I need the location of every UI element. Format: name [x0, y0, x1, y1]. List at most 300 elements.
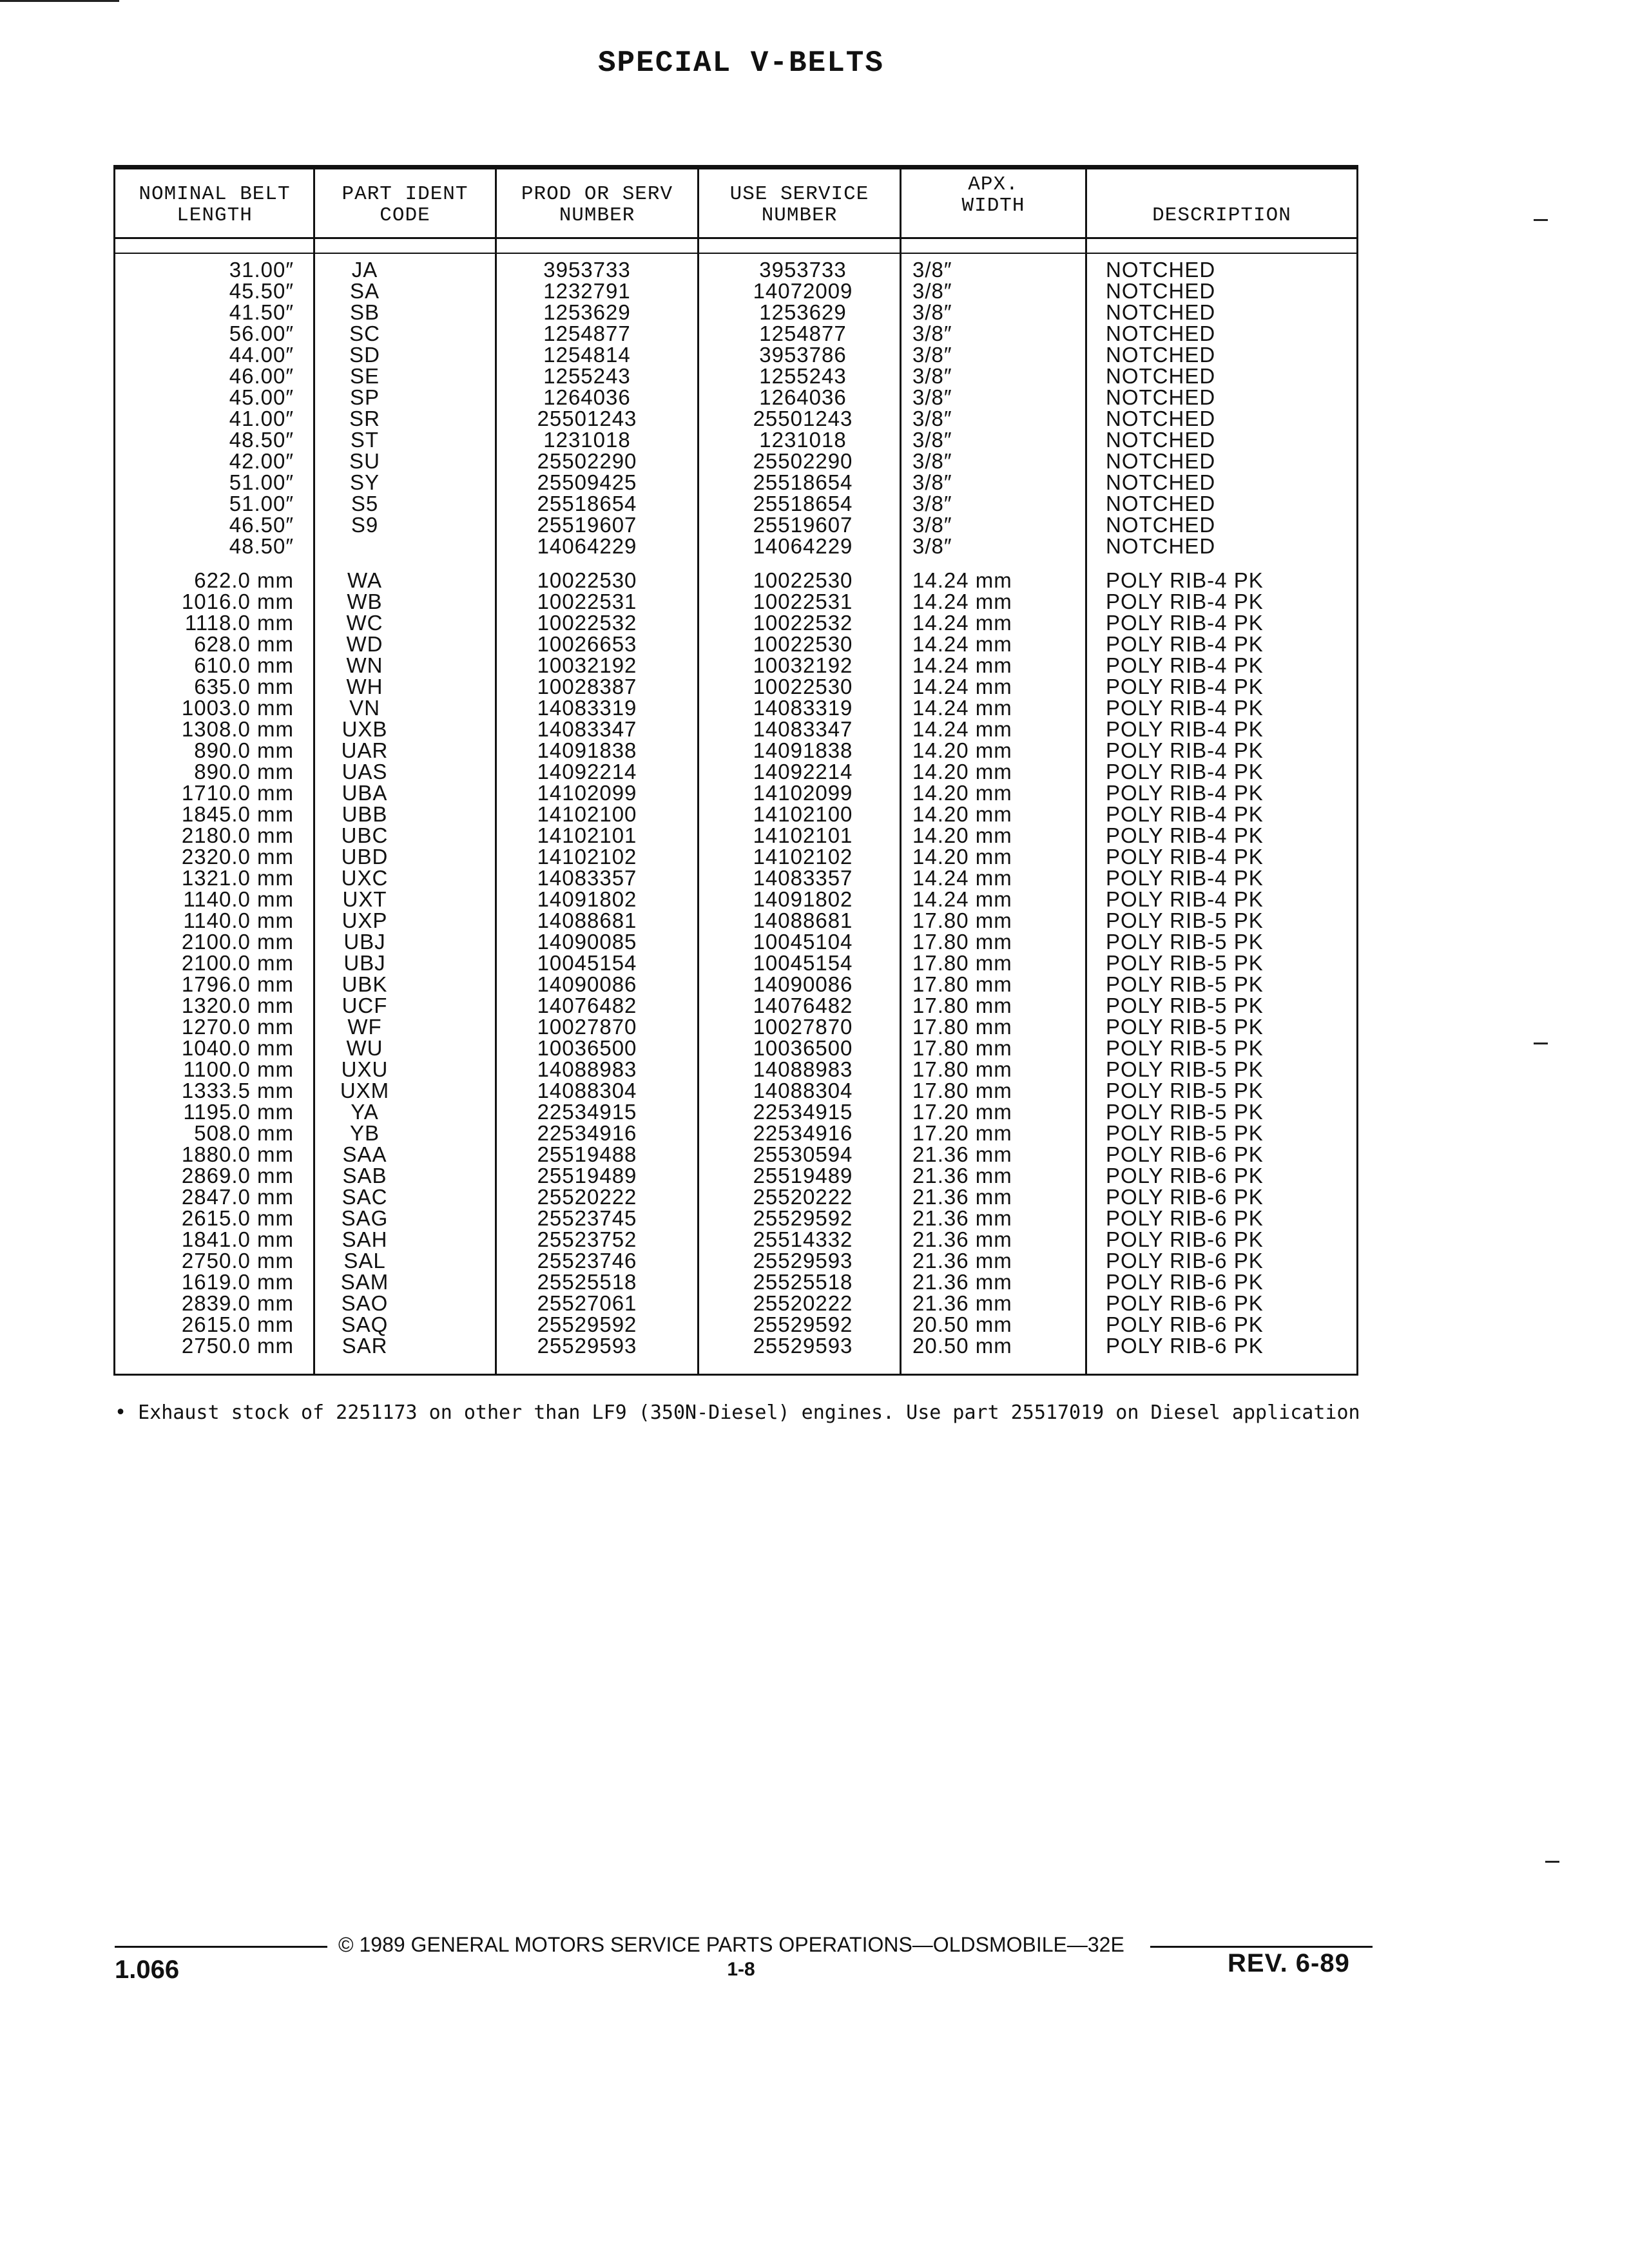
- cell-len: 1140.0 mm: [183, 908, 294, 932]
- header-code: PART IDENT CODE: [342, 183, 468, 227]
- cell-width: 14.20 mm: [912, 760, 1012, 783]
- cell-use: 1264036: [759, 385, 847, 409]
- cell-use: 25525518: [753, 1270, 853, 1294]
- cell-code: UBC: [341, 823, 389, 847]
- cell-prod: 25529593: [537, 1334, 637, 1358]
- cell-len: 1140.0 mm: [183, 887, 294, 911]
- cell-desc: POLY RIB-4 PK: [1106, 632, 1264, 656]
- header-rule-2: [113, 253, 1358, 254]
- cell-prod: 14102101: [537, 823, 637, 847]
- cell-desc: POLY RIB-5 PK: [1106, 1057, 1264, 1081]
- cell-width: 3/8″: [912, 428, 952, 452]
- cell-use: 14102102: [753, 845, 853, 869]
- table-row: [113, 1250, 1358, 1271]
- cell-width: 14.24 mm: [912, 866, 1012, 890]
- cell-use: 25519607: [753, 513, 853, 537]
- cell-prod: 25519489: [537, 1164, 637, 1187]
- cell-width: 14.24 mm: [912, 675, 1012, 698]
- margin-mark: [1545, 1861, 1559, 1863]
- cell-code: YB: [349, 1121, 380, 1145]
- cell-prod: 14064229: [537, 534, 637, 558]
- table-row: [113, 1016, 1358, 1037]
- cell-width: 3/8″: [912, 470, 952, 494]
- cell-code: UXC: [341, 866, 389, 890]
- cell-desc: POLY RIB-5 PK: [1106, 1015, 1264, 1039]
- cell-len: 1118.0 mm: [184, 611, 294, 635]
- cell-use: 14092214: [753, 760, 853, 783]
- cell-prod: 25501243: [537, 407, 637, 430]
- cell-code: UXT: [342, 887, 387, 911]
- cell-code: WH: [346, 675, 383, 698]
- table-row: [113, 803, 1358, 825]
- cell-use: 25518654: [753, 470, 853, 494]
- cell-code: UBD: [341, 845, 389, 869]
- cell-len: 1003.0 mm: [181, 696, 294, 720]
- cell-len: 1321.0 mm: [181, 866, 294, 890]
- table-row: [113, 1335, 1358, 1356]
- cell-code: UBK: [342, 972, 388, 996]
- cell-use: 10022531: [753, 590, 853, 613]
- cell-len: 2750.0 mm: [181, 1334, 294, 1358]
- cell-width: 17.80 mm: [912, 1079, 1012, 1102]
- cell-code: SE: [349, 364, 380, 388]
- cell-desc: POLY RIB-6 PK: [1106, 1334, 1264, 1358]
- cell-width: 14.20 mm: [912, 802, 1012, 826]
- top-rule: [0, 0, 119, 2]
- footer-rule-left: [115, 1946, 327, 1948]
- cell-prod: 1232791: [543, 279, 631, 303]
- cell-desc: POLY RIB-6 PK: [1106, 1206, 1264, 1230]
- cell-width: 20.50 mm: [912, 1334, 1012, 1358]
- cell-prod: 14076482: [537, 994, 637, 1017]
- table-row: [113, 1229, 1358, 1250]
- cell-desc: NOTCHED: [1106, 300, 1216, 324]
- cell-use: 3953733: [759, 258, 847, 282]
- cell-width: 14.24 mm: [912, 590, 1012, 613]
- cell-code: SAG: [341, 1206, 389, 1230]
- cell-prod: 14092214: [537, 760, 637, 783]
- cell-width: 14.24 mm: [912, 653, 1012, 677]
- cell-len: 1016.0 mm: [181, 590, 294, 613]
- cell-len: 41.00″: [229, 407, 294, 430]
- header-prod: PROD OR SERV NUMBER: [521, 183, 673, 227]
- cell-use: 25502290: [753, 449, 853, 473]
- cell-code: UXP: [342, 908, 388, 932]
- cell-prod: 10022530: [537, 568, 637, 592]
- cell-len: 2615.0 mm: [181, 1206, 294, 1230]
- cell-code: UBB: [342, 802, 388, 826]
- table-row: [113, 1271, 1358, 1293]
- cell-code: UBJ: [343, 951, 386, 975]
- cell-len: 48.50″: [229, 428, 294, 452]
- cell-use: 10032192: [753, 653, 853, 677]
- cell-len: 48.50″: [229, 534, 294, 558]
- cell-len: 1880.0 mm: [181, 1142, 294, 1166]
- table-row: [113, 655, 1358, 676]
- table-row: [113, 323, 1358, 344]
- cell-code: UAR: [341, 738, 389, 762]
- cell-prod: 10036500: [537, 1036, 637, 1060]
- cell-width: 17.80 mm: [912, 1015, 1012, 1039]
- cell-use: 14083319: [753, 696, 853, 720]
- cell-desc: POLY RIB-5 PK: [1106, 972, 1264, 996]
- copyright-notice: © 1989 GENERAL MOTORS SERVICE PARTS OPERATIONS—OLDSMOBILE—32E: [338, 1933, 1124, 1956]
- cell-code: UXU: [341, 1057, 389, 1081]
- header-width: APX. WIDTH: [961, 173, 1025, 217]
- cell-len: 1040.0 mm: [181, 1036, 294, 1060]
- cell-desc: NOTCHED: [1106, 428, 1216, 452]
- cell-width: 3/8″: [912, 449, 952, 473]
- table-row: [113, 910, 1358, 931]
- cell-code: UBA: [342, 781, 388, 805]
- cell-desc: NOTCHED: [1106, 407, 1216, 430]
- cell-use: 14102099: [753, 781, 853, 805]
- cell-prod: 10026653: [537, 632, 637, 656]
- cell-code: WD: [346, 632, 383, 656]
- cell-prod: 14083357: [537, 866, 637, 890]
- cell-desc: NOTCHED: [1106, 513, 1216, 537]
- cell-prod: 14091838: [537, 738, 637, 762]
- table-row: [113, 1059, 1358, 1080]
- cell-width: 3/8″: [912, 364, 952, 388]
- table-row: [113, 867, 1358, 889]
- table-row: [113, 1080, 1358, 1101]
- cell-desc: NOTCHED: [1106, 470, 1216, 494]
- cell-width: 3/8″: [912, 258, 952, 282]
- cell-len: 51.00″: [229, 470, 294, 494]
- cell-use: 25501243: [753, 407, 853, 430]
- cell-len: 2100.0 mm: [181, 951, 294, 975]
- cell-len: 2320.0 mm: [181, 845, 294, 869]
- cell-desc: NOTCHED: [1106, 258, 1216, 282]
- cell-prod: 14102099: [537, 781, 637, 805]
- cell-prod: 14088681: [537, 908, 637, 932]
- cell-desc: POLY RIB-4 PK: [1106, 653, 1264, 677]
- table-row: [113, 1122, 1358, 1144]
- table-row: [113, 825, 1358, 846]
- cell-prod: 25519488: [537, 1142, 637, 1166]
- cell-use: 25529593: [753, 1249, 853, 1273]
- cell-use: 25529592: [753, 1312, 853, 1336]
- table-row: [113, 1314, 1358, 1335]
- cell-use: 14064229: [753, 534, 853, 558]
- cell-use: 14091802: [753, 887, 853, 911]
- cell-code: UAS: [342, 760, 388, 783]
- cell-desc: POLY RIB-6 PK: [1106, 1249, 1264, 1273]
- cell-len: 1270.0 mm: [181, 1015, 294, 1039]
- cell-use: 10045104: [753, 930, 853, 954]
- cell-len: 2100.0 mm: [181, 930, 294, 954]
- cell-len: 42.00″: [229, 449, 294, 473]
- cell-len: 56.00″: [229, 322, 294, 345]
- cell-len: 1320.0 mm: [181, 994, 294, 1017]
- cell-len: 2180.0 mm: [181, 823, 294, 847]
- cell-desc: POLY RIB-5 PK: [1106, 951, 1264, 975]
- cell-width: 21.36 mm: [912, 1185, 1012, 1209]
- cell-width: 3/8″: [912, 279, 952, 303]
- cell-len: 44.00″: [229, 343, 294, 367]
- cell-use: 14090086: [753, 972, 853, 996]
- cell-width: 21.36 mm: [912, 1249, 1012, 1273]
- cell-prod: 3953733: [543, 258, 631, 282]
- table-row: [113, 570, 1358, 591]
- cell-code: SU: [349, 449, 380, 473]
- cell-code: SAR: [342, 1334, 388, 1358]
- cell-len: 508.0 mm: [194, 1121, 294, 1145]
- cell-desc: POLY RIB-4 PK: [1106, 568, 1264, 592]
- cell-width: 20.50 mm: [912, 1312, 1012, 1336]
- cell-len: 51.00″: [229, 492, 294, 515]
- cell-len: 46.00″: [229, 364, 294, 388]
- cell-desc: POLY RIB-5 PK: [1106, 908, 1264, 932]
- cell-width: 14.20 mm: [912, 781, 1012, 805]
- cell-prod: 25525518: [537, 1270, 637, 1294]
- cell-len: 1619.0 mm: [181, 1270, 294, 1294]
- cell-len: 2839.0 mm: [181, 1291, 294, 1315]
- cell-code: UXB: [342, 717, 388, 741]
- cell-len: 622.0 mm: [194, 568, 294, 592]
- cell-desc: POLY RIB-6 PK: [1106, 1270, 1264, 1294]
- cell-width: 14.24 mm: [912, 611, 1012, 635]
- cell-code: SAM: [340, 1270, 389, 1294]
- cell-desc: POLY RIB-5 PK: [1106, 1079, 1264, 1102]
- cell-use: 14091838: [753, 738, 853, 762]
- cell-prod: 10027870: [537, 1015, 637, 1039]
- cell-desc: POLY RIB-6 PK: [1106, 1185, 1264, 1209]
- cell-use: 25520222: [753, 1291, 853, 1315]
- cell-prod: 10022531: [537, 590, 637, 613]
- cell-code: JA: [351, 258, 378, 282]
- table-row: [113, 493, 1358, 514]
- cell-desc: NOTCHED: [1106, 322, 1216, 345]
- cell-code: S9: [351, 513, 379, 537]
- cell-prod: 25523745: [537, 1206, 637, 1230]
- cell-desc: NOTCHED: [1106, 534, 1216, 558]
- footnote: • Exhaust stock of 2251173 on other than LF9 (350N-Diesel) engines. Use part 25517019 on Diesel application: [115, 1401, 1360, 1424]
- cell-len: 2615.0 mm: [181, 1312, 294, 1336]
- table-row: [113, 782, 1358, 803]
- table-row: [113, 1293, 1358, 1314]
- cell-width: 3/8″: [912, 407, 952, 430]
- cell-use: 10022530: [753, 675, 853, 698]
- table-row: [113, 472, 1358, 493]
- cell-len: 1100.0 mm: [183, 1057, 294, 1081]
- table-row: [113, 995, 1358, 1016]
- cell-prod: 14091802: [537, 887, 637, 911]
- cell-code: S5: [351, 492, 379, 515]
- cell-use: 10022530: [753, 632, 853, 656]
- cell-prod: 1254814: [543, 343, 631, 367]
- table-row: [113, 514, 1358, 535]
- table-row: [113, 450, 1358, 472]
- header-rule: [113, 237, 1358, 239]
- table-row: [113, 1186, 1358, 1207]
- cell-desc: POLY RIB-5 PK: [1106, 994, 1264, 1017]
- table-row: [113, 259, 1358, 280]
- footer-rule-right: [1150, 1946, 1373, 1948]
- table-row: [113, 931, 1358, 952]
- cell-code: SAA: [342, 1142, 387, 1166]
- cell-width: 3/8″: [912, 322, 952, 345]
- cell-width: 3/8″: [912, 492, 952, 515]
- cell-prod: 10022532: [537, 611, 637, 635]
- cell-code: SAL: [343, 1249, 386, 1273]
- cell-code: YA: [351, 1100, 379, 1124]
- table-row: [113, 1101, 1358, 1122]
- cell-use: 14072009: [753, 279, 853, 303]
- cell-use: 25530594: [753, 1142, 853, 1166]
- table-row: [113, 1037, 1358, 1059]
- cell-desc: NOTCHED: [1106, 492, 1216, 515]
- cell-code: WN: [346, 653, 383, 677]
- cell-desc: POLY RIB-6 PK: [1106, 1227, 1264, 1251]
- cell-width: 17.80 mm: [912, 1057, 1012, 1081]
- cell-code: ST: [350, 428, 380, 452]
- cell-code: WF: [347, 1015, 382, 1039]
- cell-len: 41.50″: [229, 300, 294, 324]
- cell-use: 10045154: [753, 951, 853, 975]
- cell-use: 1255243: [759, 364, 847, 388]
- cell-desc: POLY RIB-6 PK: [1106, 1164, 1264, 1187]
- cell-code: WB: [347, 590, 383, 613]
- table-row: [113, 429, 1358, 450]
- cell-desc: POLY RIB-4 PK: [1106, 887, 1264, 911]
- cell-use: 14088983: [753, 1057, 853, 1081]
- cell-width: 21.36 mm: [912, 1227, 1012, 1251]
- cell-code: VN: [349, 696, 380, 720]
- table-row: [113, 591, 1358, 612]
- cell-code: SAB: [342, 1164, 387, 1187]
- cell-prod: 25523752: [537, 1227, 637, 1251]
- cell-prod: 14088983: [537, 1057, 637, 1081]
- cell-width: 14.24 mm: [912, 632, 1012, 656]
- table-row: [113, 697, 1358, 718]
- cell-desc: NOTCHED: [1106, 385, 1216, 409]
- cell-code: SB: [349, 300, 380, 324]
- table-row: [113, 740, 1358, 761]
- cell-desc: NOTCHED: [1106, 279, 1216, 303]
- cell-prod: 14088304: [537, 1079, 637, 1102]
- table-row: [113, 761, 1358, 782]
- cell-use: 22534916: [753, 1121, 853, 1145]
- cell-use: 14102100: [753, 802, 853, 826]
- cell-width: 3/8″: [912, 534, 952, 558]
- cell-desc: POLY RIB-4 PK: [1106, 590, 1264, 613]
- cell-width: 17.80 mm: [912, 951, 1012, 975]
- cell-use: 14102101: [753, 823, 853, 847]
- cell-prod: 25518654: [537, 492, 637, 515]
- margin-mark: [1534, 1043, 1548, 1044]
- cell-len: 610.0 mm: [194, 653, 294, 677]
- cell-len: 890.0 mm: [194, 738, 294, 762]
- cell-len: 45.00″: [229, 385, 294, 409]
- cell-desc: NOTCHED: [1106, 364, 1216, 388]
- cell-use: 10022530: [753, 568, 853, 592]
- cell-code: UCF: [342, 994, 388, 1017]
- cell-code: UBJ: [343, 930, 386, 954]
- cell-use: 25514332: [753, 1227, 853, 1251]
- cell-code: SC: [349, 322, 380, 345]
- cell-use: 1231018: [759, 428, 847, 452]
- cell-code: SAO: [341, 1291, 389, 1315]
- cell-prod: 1255243: [543, 364, 631, 388]
- cell-len: 2847.0 mm: [181, 1185, 294, 1209]
- cell-width: 14.24 mm: [912, 717, 1012, 741]
- cell-width: 3/8″: [912, 513, 952, 537]
- page-code: 1.066: [115, 1956, 180, 1984]
- cell-prod: 22534916: [537, 1121, 637, 1145]
- cell-use: 25529593: [753, 1334, 853, 1358]
- cell-prod: 14083319: [537, 696, 637, 720]
- table-row: [113, 889, 1358, 910]
- cell-len: 1845.0 mm: [181, 802, 294, 826]
- margin-mark: [1534, 219, 1548, 221]
- cell-width: 21.36 mm: [912, 1291, 1012, 1315]
- cell-width: 17.20 mm: [912, 1121, 1012, 1145]
- table-row: [113, 302, 1358, 323]
- cell-code: SD: [349, 343, 380, 367]
- page-number: 1-8: [727, 1959, 755, 1980]
- cell-use: 10036500: [753, 1036, 853, 1060]
- table-row: [113, 535, 1358, 557]
- cell-width: 14.24 mm: [912, 568, 1012, 592]
- cell-prod: 25523746: [537, 1249, 637, 1273]
- table-row: [113, 365, 1358, 387]
- cell-prod: 25519607: [537, 513, 637, 537]
- cell-code: WA: [347, 568, 382, 592]
- cell-len: 890.0 mm: [194, 760, 294, 783]
- header-length: NOMINAL BELT LENGTH: [139, 183, 291, 227]
- cell-width: 21.36 mm: [912, 1270, 1012, 1294]
- cell-desc: POLY RIB-4 PK: [1106, 866, 1264, 890]
- cell-width: 14.24 mm: [912, 696, 1012, 720]
- cell-width: 21.36 mm: [912, 1164, 1012, 1187]
- cell-width: 17.80 mm: [912, 930, 1012, 954]
- page-title: SPECIAL V-BELTS: [597, 46, 885, 80]
- cell-use: 22534915: [753, 1100, 853, 1124]
- cell-desc: POLY RIB-5 PK: [1106, 1036, 1264, 1060]
- cell-use: 25519489: [753, 1164, 853, 1187]
- table-row: [113, 952, 1358, 974]
- cell-desc: POLY RIB-4 PK: [1106, 781, 1264, 805]
- cell-use: 14088304: [753, 1079, 853, 1102]
- cell-desc: POLY RIB-6 PK: [1106, 1142, 1264, 1166]
- cell-use: 25518654: [753, 492, 853, 515]
- table-row: [113, 846, 1358, 867]
- cell-prod: 10028387: [537, 675, 637, 698]
- cell-use: 3953786: [759, 343, 847, 367]
- cell-desc: POLY RIB-4 PK: [1106, 717, 1264, 741]
- cell-desc: POLY RIB-4 PK: [1106, 696, 1264, 720]
- cell-desc: POLY RIB-5 PK: [1106, 1100, 1264, 1124]
- cell-width: 14.20 mm: [912, 845, 1012, 869]
- cell-len: 1308.0 mm: [181, 717, 294, 741]
- table-body: [113, 259, 1358, 1356]
- table-row: [113, 280, 1358, 302]
- cell-width: 3/8″: [912, 343, 952, 367]
- cell-code: SAQ: [341, 1312, 389, 1336]
- cell-prod: 14083347: [537, 717, 637, 741]
- header-use: USE SERVICE NUMBER: [729, 183, 869, 227]
- cell-len: 31.00″: [229, 258, 294, 282]
- cell-use: 10022532: [753, 611, 853, 635]
- cell-len: 1710.0 mm: [181, 781, 294, 805]
- cell-desc: NOTCHED: [1106, 343, 1216, 367]
- cell-width: 17.80 mm: [912, 972, 1012, 996]
- cell-prod: 25509425: [537, 470, 637, 494]
- cell-desc: POLY RIB-5 PK: [1106, 930, 1264, 954]
- cell-desc: POLY RIB-5 PK: [1106, 1121, 1264, 1145]
